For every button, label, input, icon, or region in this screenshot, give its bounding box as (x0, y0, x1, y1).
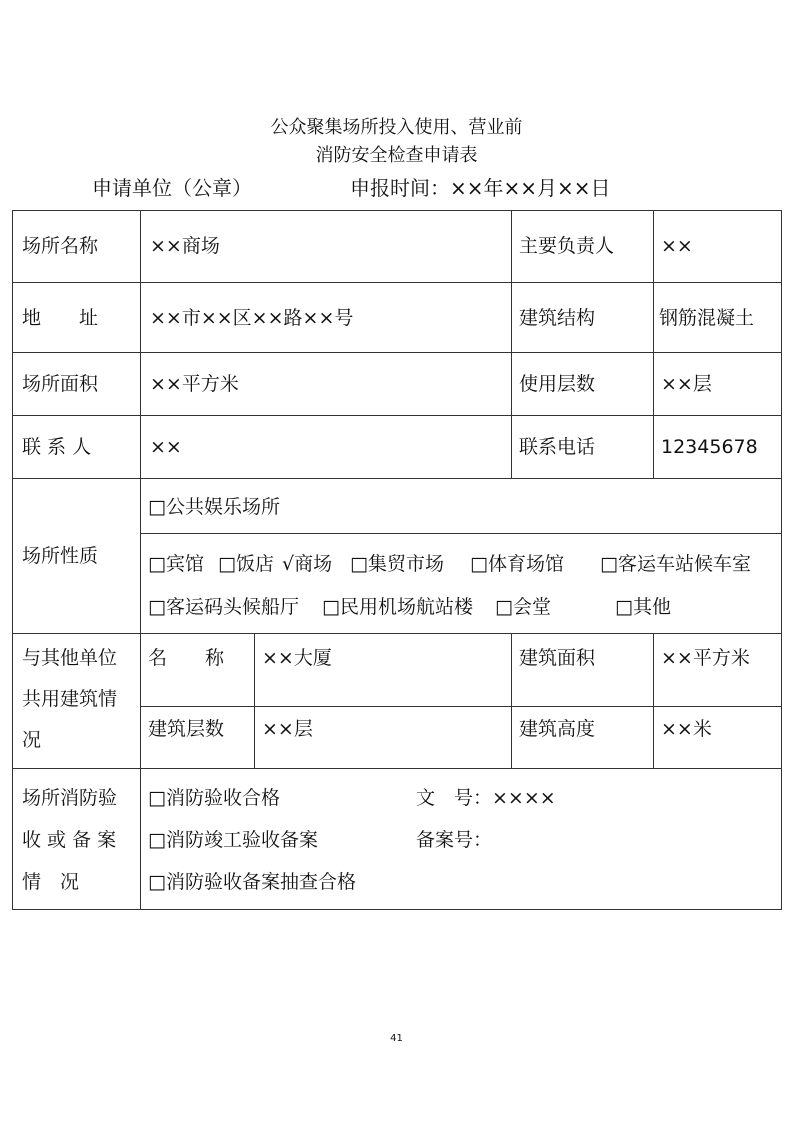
structure-value: 钢筋混凝土 (659, 307, 755, 329)
applicant-label: 申请单位（公章） (92, 176, 252, 200)
nature-option-entertainment[interactable]: □公共娱乐场所 (148, 496, 280, 518)
contact-value: ×× (150, 436, 182, 458)
shared-label-3: 况 (22, 729, 42, 751)
nature-option[interactable]: □客运车站候车室 (600, 553, 751, 575)
principal-value: ×× (661, 235, 693, 257)
title-line-2: 消防安全检查申请表 (315, 145, 478, 166)
nature-option[interactable]: □民用机场航站楼 (322, 596, 473, 618)
area-value: ××平方米 (150, 373, 239, 395)
nature-option[interactable]: □客运码头候船厅 (148, 596, 299, 618)
address-label: 地 址 (22, 307, 99, 329)
nature-label: 场所性质 (22, 545, 99, 567)
structure-label: 建筑结构 (519, 307, 596, 329)
building-area-label: 建筑面积 (519, 647, 596, 669)
nature-option[interactable]: □其他 (615, 596, 671, 618)
floors-label: 使用层数 (519, 373, 596, 395)
building-floors-value: ××层 (262, 718, 313, 740)
shared-label-1: 与其他单位 (22, 647, 118, 669)
page-number: 41 (390, 1033, 403, 1044)
nature-option-checked[interactable]: √商场 (282, 553, 333, 575)
building-name-label: 名 称 (148, 647, 225, 669)
acceptance-label-1: 场所消防验 (22, 787, 118, 809)
acceptance-label-2: 收 或 备 案 (22, 829, 117, 851)
building-height-value: ××米 (661, 718, 712, 740)
nature-option[interactable]: □会堂 (495, 596, 551, 618)
building-height-label: 建筑高度 (519, 718, 596, 740)
nature-option[interactable]: □宾馆 (148, 553, 204, 575)
building-area-value: ××平方米 (661, 647, 750, 669)
floors-value: ××层 (661, 373, 712, 395)
acceptance-option[interactable]: □消防验收备案抽查合格 (148, 871, 356, 893)
acceptance-option[interactable]: □消防竣工验收备案 (148, 829, 318, 851)
phone-value: 12345678 (661, 436, 758, 458)
venue-name-label: 场所名称 (22, 235, 99, 257)
acceptance-label-3: 情 况 (22, 871, 80, 893)
area-label: 场所面积 (22, 373, 99, 395)
shared-label-2: 共用建筑情 (22, 688, 118, 710)
record-number: 备案号： (416, 829, 493, 851)
building-floors-label: 建筑层数 (148, 718, 225, 740)
nature-option[interactable]: □体育场馆 (470, 553, 564, 575)
nature-option[interactable]: □饭店 (218, 553, 274, 575)
title-line-1: 公众聚集场所投入使用、营业前 (270, 117, 523, 138)
address-value: ××市××区××路××号 (150, 307, 354, 329)
document-number: 文 号：×××× (416, 787, 556, 809)
venue-name-value: ××商场 (150, 235, 220, 257)
acceptance-option[interactable]: □消防验收合格 (148, 787, 280, 809)
phone-label: 联系电话 (519, 436, 596, 458)
nature-option[interactable]: □集贸市场 (350, 553, 444, 575)
principal-label: 主要负责人 (519, 235, 615, 257)
building-name-value: ××大厦 (262, 647, 332, 669)
contact-label: 联 系 人 (22, 436, 92, 458)
report-time: 申报时间：××年××月××日 (350, 176, 611, 200)
